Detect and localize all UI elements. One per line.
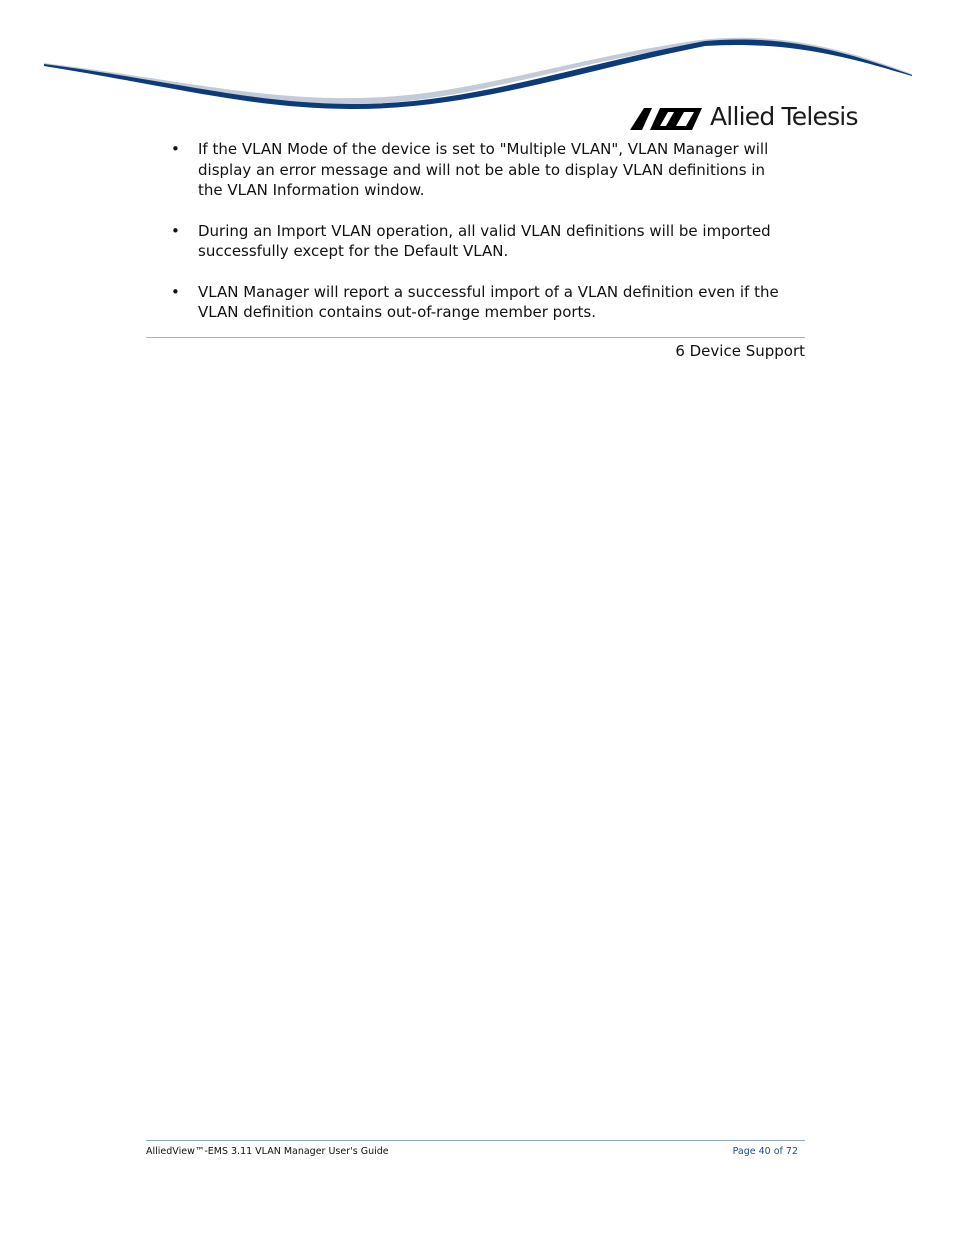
section-label: 6 Device Support xyxy=(675,342,805,360)
footer-divider xyxy=(146,1140,805,1141)
bullet-list xyxy=(166,139,786,343)
section-divider xyxy=(146,337,805,338)
bullet-text: If the VLAN Mode of the device is set to "Multiple VLAN", VLAN Manager will display an error message and will not be able to display VLAN definitions in the VLAN Information window. xyxy=(198,140,769,199)
footer-page-number: Page 40 of 72 xyxy=(732,1146,798,1157)
allied-telesis-logo-icon xyxy=(630,108,706,130)
bullet-icon: • xyxy=(171,140,180,158)
footer-document-title: AlliedView™-EMS 3.11 VLAN Manager User's Guide xyxy=(146,1146,389,1157)
company-logo xyxy=(630,100,858,134)
list-item xyxy=(166,221,786,262)
logo-wordmark: Allied Telesis xyxy=(710,102,858,131)
bullet-icon: • xyxy=(171,221,180,240)
list-item xyxy=(166,282,786,323)
bullet-text: During an Import VLAN operation, all valid VLAN definitions will be imported successfully except for the Default VLAN. xyxy=(198,221,771,260)
bullet-icon: • xyxy=(171,282,180,301)
list-item xyxy=(166,139,786,201)
bullet-text: VLAN Manager will report a successful import of a VLAN definition even if the VLAN definition contains out-of-range member ports. xyxy=(198,282,779,321)
